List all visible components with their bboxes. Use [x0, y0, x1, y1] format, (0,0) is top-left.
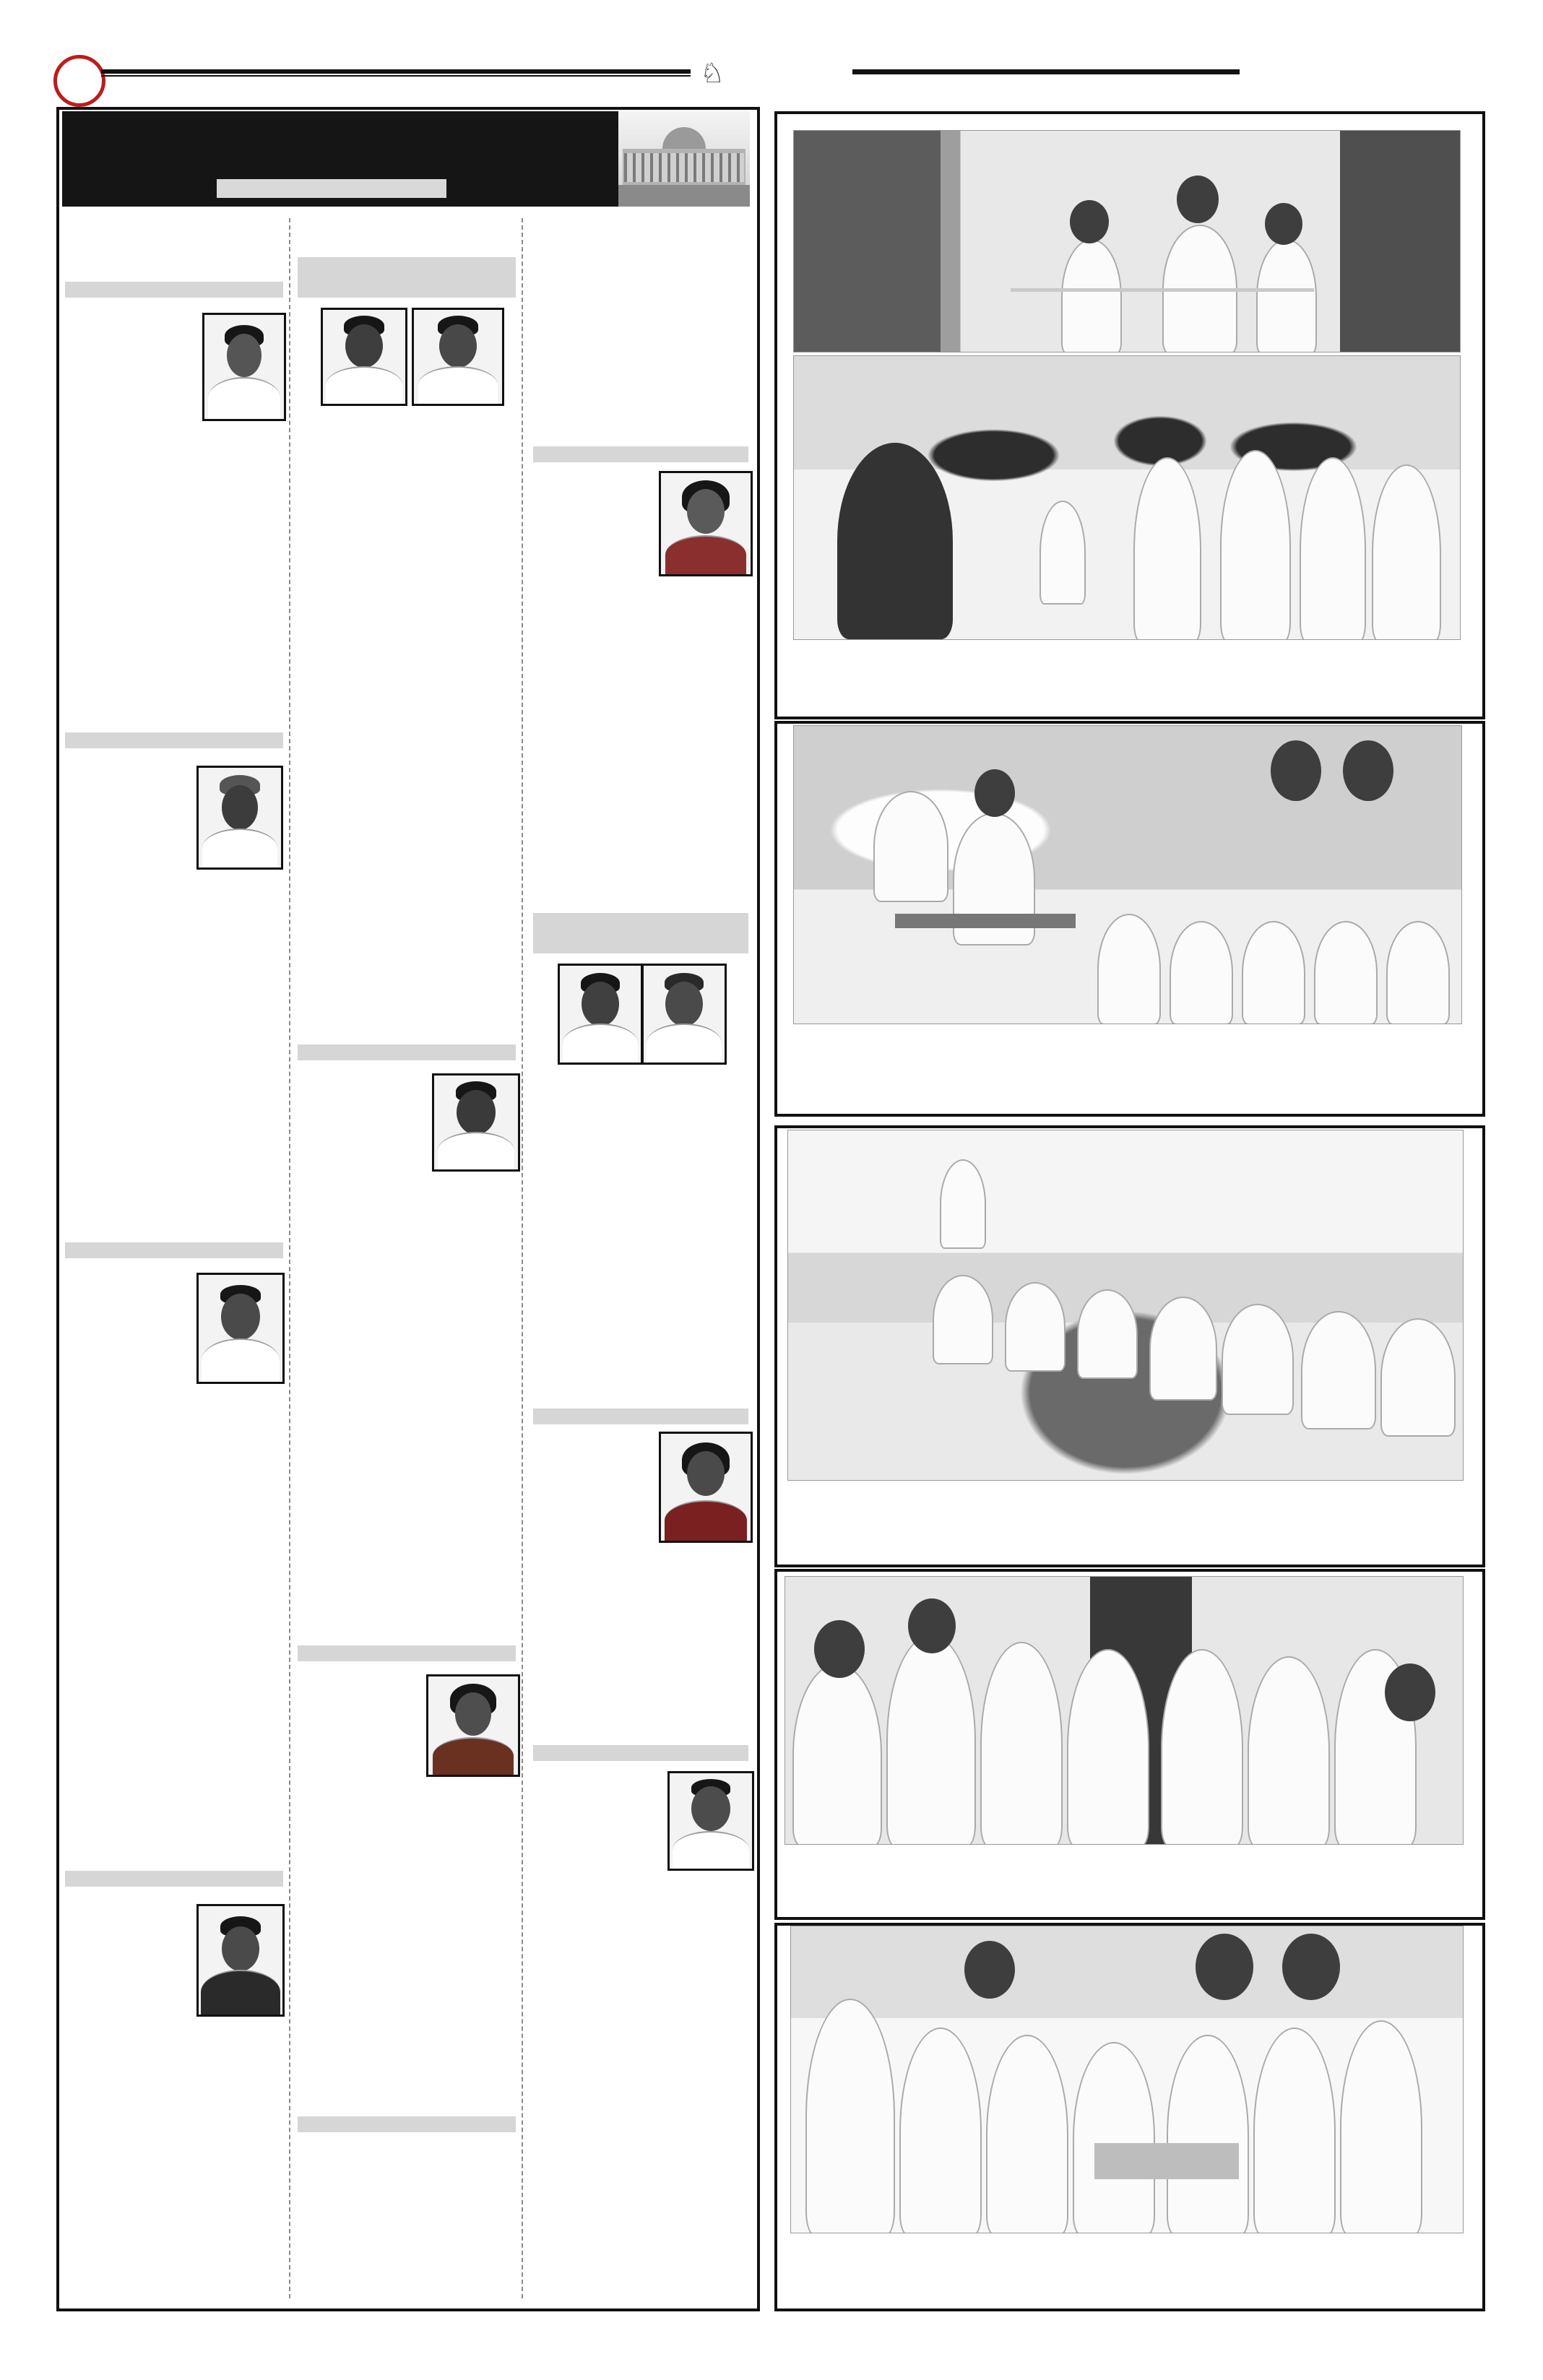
- profile-heading-bar: [298, 1044, 516, 1060]
- header-rule-right: [852, 69, 1240, 74]
- section-banner: [62, 111, 618, 207]
- page-number-circle: [53, 55, 105, 107]
- portrait-man-icon: [667, 1771, 754, 1871]
- portrait-man-icon: [558, 964, 643, 1065]
- profile-heading-bar: [298, 1645, 516, 1661]
- header-rule-left: [101, 69, 691, 74]
- photo-caption: [793, 1852, 1459, 1903]
- portrait-woman-icon: [659, 1432, 753, 1543]
- portrait-man-icon: [641, 964, 727, 1065]
- photo-caption: [793, 650, 1459, 701]
- profile-heading-bar: [65, 1871, 283, 1887]
- members-panel: [56, 107, 760, 2311]
- group-handover-photo: [790, 1926, 1464, 2233]
- portrait-man-icon: [321, 308, 407, 406]
- ribbon-cutting-photo: [793, 130, 1461, 352]
- portrait-man-icon: [412, 308, 504, 406]
- photo-caption: [793, 1492, 1459, 1550]
- portrait-man-suit-icon: [196, 1904, 285, 2017]
- parliament-building-photo: [618, 111, 750, 207]
- portrait-man-icon: [196, 766, 283, 870]
- portrait-man-icon: [196, 1273, 285, 1384]
- plaque-unveiling-photo: [785, 1576, 1464, 1845]
- portrait-man-icon: [432, 1073, 520, 1172]
- profile-heading-bar: [533, 1408, 748, 1424]
- profile-heading-bar: [298, 2116, 516, 2132]
- portrait-woman-icon: [426, 1674, 520, 1777]
- profile-heading-bar: [65, 732, 283, 748]
- profile-heading-bar: [533, 1745, 748, 1761]
- photo-caption: [793, 1036, 1459, 1094]
- profile-heading-bar: [533, 446, 748, 462]
- meeting-podium-photo: [793, 725, 1462, 1024]
- column-divider-2: [522, 218, 523, 2298]
- portrait-woman-icon: [659, 471, 753, 576]
- portrait-man-icon: [202, 313, 286, 421]
- profile-heading-bar: [533, 913, 748, 953]
- photo-caption: [793, 2242, 1459, 2293]
- profile-heading-bar: [65, 282, 283, 298]
- profile-heading-bar: [298, 257, 516, 298]
- header-rule-left-thin: [101, 75, 691, 77]
- profile-heading-bar: [65, 1242, 283, 1258]
- column-divider-1: [289, 218, 290, 2298]
- banner-subtitle-bar: [217, 179, 446, 198]
- horse-emblem-icon: ♘: [699, 59, 725, 89]
- ribbon-cutting-photo: [793, 355, 1461, 640]
- seated-gathering-photo: [787, 1130, 1464, 1481]
